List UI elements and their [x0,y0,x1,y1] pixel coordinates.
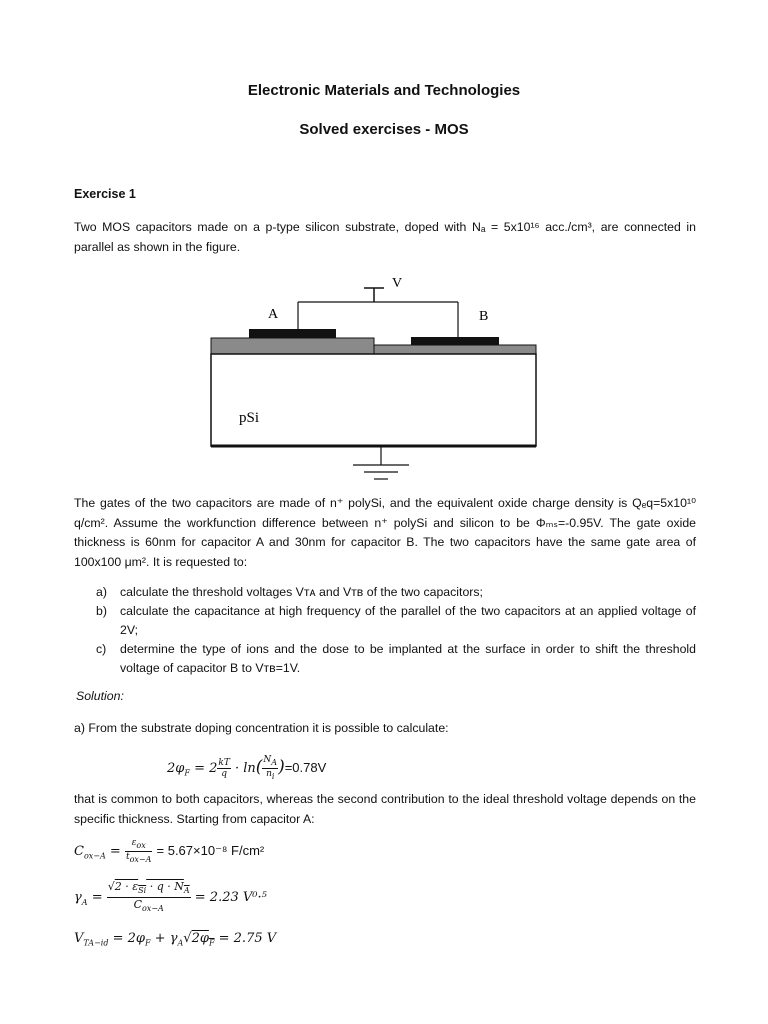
task-list [96,583,696,678]
mos-capacitor-figure [200,272,550,482]
eq3-result: = 2.23 V⁰·⁵ [194,890,267,906]
list-marker: b) [96,604,107,618]
eq4-result: = 2.75 V [218,931,277,946]
list-marker: c) [96,642,107,656]
solution-label: Solution: [76,689,124,703]
list-text: calculate the capacitance at high frequency of the parallel of the two capacitors at an applied voltage of 2V; [120,604,696,637]
equation-body-factor-a: $\gamma_A$ = $\frac{√2 \cdot \varepsilon_{Si} \cdot q \cdot N_A}{C_{ox-A}}$ = 2.23 V⁰·⁵ [74,880,267,914]
gate-a [249,329,336,338]
eq1-result: =0.78V [284,759,327,775]
document-subtitle: Solved exercises - MOS [299,121,469,138]
equation-threshold-a: $V_{TA-id} = 2\varphi_F + \gamma_A√2\varphi_F = 2.75$ V [74,931,277,948]
label-a: A [268,307,279,322]
gate-b [411,337,499,345]
list-marker: a) [96,585,107,599]
label-psi: pSi [239,410,260,426]
document-title: Electronic Materials and Technologies [247,82,521,99]
exercise-heading: Exercise 1 [74,187,136,201]
part-a-intro: a) From the substrate doping concentration it is possible to calculate: [74,721,449,735]
intro-paragraph: Two MOS capacitors made on a p-type silicon substrate, doped with Nₐ = 5x10¹⁶ acc./cm³, are connected in parallel as shown in the figure. [74,220,696,254]
common-contribution-paragraph: that is common to both capacitors, whereas the second contribution to the ideal threshold voltage depends on the specific thickness. Starting from capacitor A: [74,792,696,826]
label-v: V [392,276,403,291]
list-item [96,583,696,602]
oxide-b [374,345,536,354]
list-text: determine the type of ions and the dose to be implanted at the surface in order to shift the threshold voltage of capacitor B to Vᴛʙ=1V. [120,642,696,675]
eq2-result: = 5.67×10⁻⁸ F/cm² [156,842,265,858]
problem-paragraph: The gates of the two capacitors are made of n⁺ polySi, and the equivalent oxide charge density is Qₑq=5x10¹⁰ q/cm². Assume the workfunction difference between n⁺ polySi and silicon to be Φₘₛ=-0.95V. The gate oxide thickness is 60nm for capacitor A and 30nm for capacitor B. The two capacitors have the same gate area of 100x100 μm². It is requested to: [74,496,696,569]
equation-fermi-potential: $2\varphi_F = 2$ $\frac{kT}{q}$ · ln( $\frac{N_A}{n_i}$ )=0.78V [167,755,327,781]
equation-oxide-capacitance-a: $C_{ox-A}$ = $\frac{\varepsilon_{ox}}{t_{ox-A}}$ = 5.67×10⁻⁸ F/cm² [74,838,265,864]
substrate [211,354,536,446]
label-b: B [479,309,489,324]
list-item [96,602,696,640]
list-item [96,640,696,678]
list-text: calculate the threshold voltages Vᴛᴀ and Vᴛʙ of the two capacitors; [120,585,483,599]
oxide-a [211,338,374,354]
